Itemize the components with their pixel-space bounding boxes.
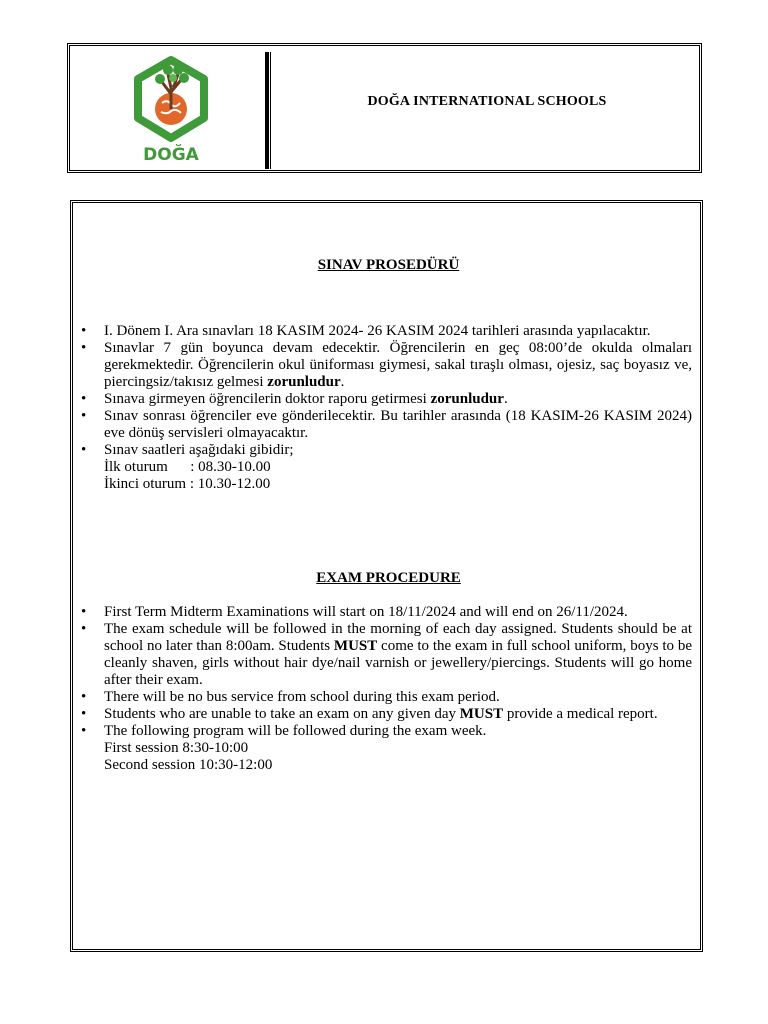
header-divider <box>265 52 271 169</box>
list-item: • Sınav sonrası öğrenciler eve gönderilecektir. Bu tarihler arasında (18 KASIM-26 KASIM 2024) eve dönüş servisleri olmayacaktır. <box>85 408 692 442</box>
section-title-en: EXAM PROCEDURE <box>316 570 461 586</box>
document-content <box>85 200 692 774</box>
list-item: • Sınavlar 7 gün boyunca devam edecektir. Öğrencilerin en geç 08:00’de okulda olmaları gerekmektedir. Öğrencilerin okul üniforması giymesi, sakal tıraşlı olması, ojesiz, saç boyasız ve, piercingsiz/takısız gelmesi zorunludur. <box>85 340 692 391</box>
list-item: • The exam schedule will be followed in the morning of each day assigned. Students should be at school no later than 8:00am. Students MUST come to the exam in full school uniform, boys to be cleanly shaven, girls without hair dye/nail varnish or jewellery/piercings. Students will go home after their exam. <box>85 621 692 689</box>
list-item: • Students who are unable to take an exam on any given day MUST provide a medical report. <box>85 706 692 723</box>
school-name: DOĞA INTERNATIONAL SCHOOLS <box>367 94 607 109</box>
school-logo <box>128 52 214 168</box>
list-item: • I. Dönem I. Ara sınavları 18 KASIM 2024- 26 KASIM 2024 tarihleri arasında yapılacaktır. <box>85 323 692 340</box>
list-item: • Sınav saatleri aşağıdaki gibidir; İlk oturum : 08.30-10.00 İkinci oturum : 10.30-12.00 <box>85 442 692 493</box>
header-table <box>67 43 702 173</box>
list-item: • There will be no bus service from school during this exam period. <box>85 689 692 706</box>
logo-text: DOĞA <box>143 145 199 165</box>
list-item: • First Term Midterm Examinations will start on 18/11/2024 and will end on 26/11/2024. <box>85 604 692 621</box>
tr-list <box>85 323 692 493</box>
en-list <box>85 604 692 774</box>
list-item: • The following program will be followed during the exam week. First session 8:30-10:00 Second session 10:30-12:00 <box>85 723 692 774</box>
list-item: • Sınava girmeyen öğrencilerin doktor raporu getirmesi zorunludur. <box>85 391 692 408</box>
section-title-tr: SINAV PROSEDÜRÜ <box>317 257 460 273</box>
